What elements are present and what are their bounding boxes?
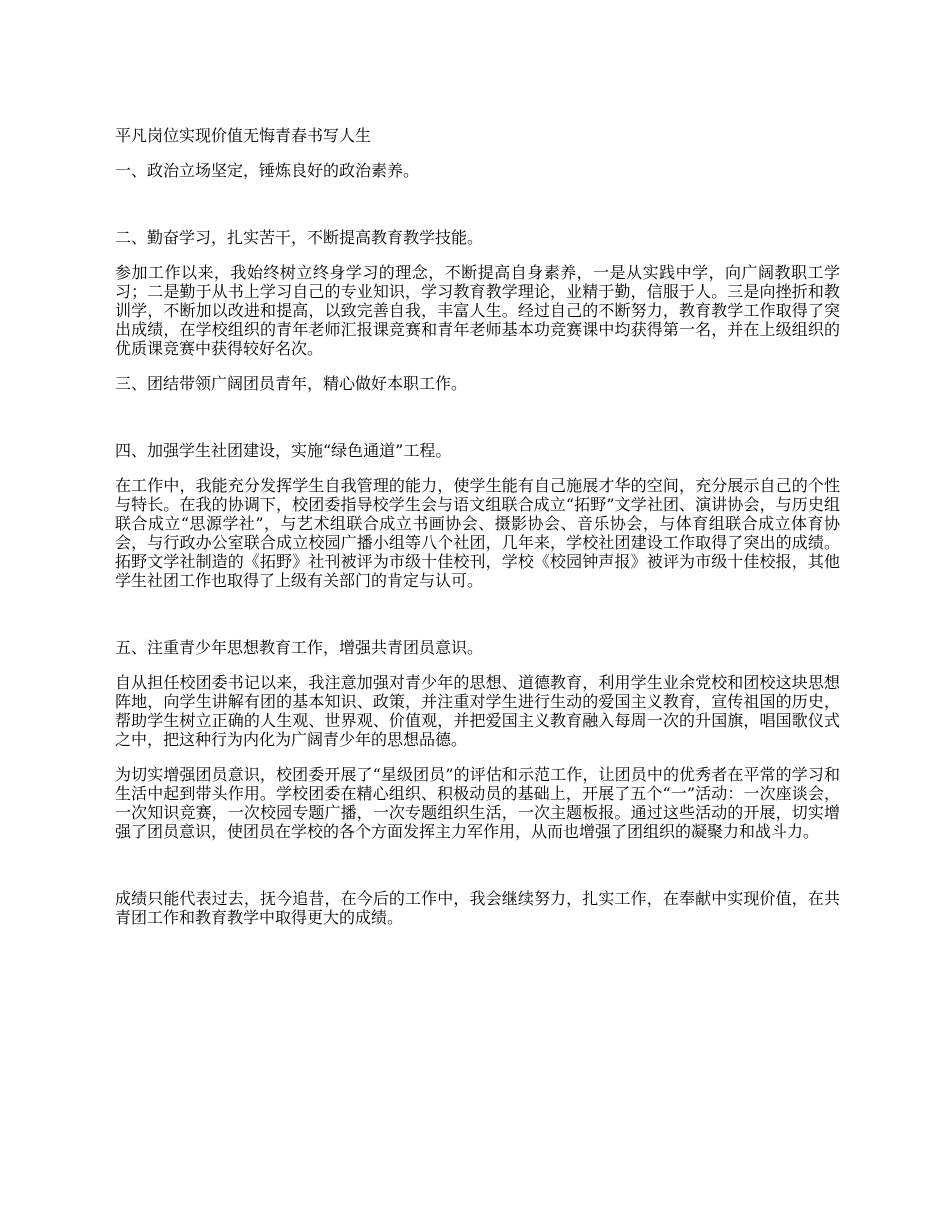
paragraph-2: 参加工作以来，我始终树立终身学习的理念，不断提高自身素养，一是从实践中学，向广阔教职工学习；二是勤于从书上学习自己的专业知识，学习教育教学理论，业精于勤，信服于人。三是向挫折和教训学，不断加以改进和提高，以致完善自我，丰富人生。经过自己的不断努力，教育教学工作取得了突出成绩，在学校组织的青年老师汇报课竞赛和青年老师基本功竞赛课中均获得第一名，并在上级组织的优质课竞赛中获得较好名次。 — [115, 263, 840, 358]
conclusion-paragraph: 成绩只能代表过去，抚今追昔，在今后的工作中，我会继续努力，扎实工作，在奉献中实现价值，在共青团工作和教育教学中取得更大的成绩。 — [115, 889, 840, 927]
document-page — [115, 126, 840, 927]
section-heading-4: 四、加强学生社团建设，实施“绿色通道”工程。 — [115, 441, 452, 460]
section-heading-5: 五、注重青少年思想教育工作，增强共青团员意识。 — [115, 638, 484, 657]
paragraph-5b: 为切实增强团员意识，校团委开展了“星级团员”的评估和示范工作，让团员中的优秀者在平常的学习和生活中起到带头作用。学校团委在精心组织、积极动员的基础上，开展了五个“一”活动：一次座谈会，一次知识竞赛，一次校园专题广播，一次专题组织生活，一次主题板报。通过这些活动的开展，切实增强了团员意识，使团员在学校的各个方面发挥主力军作用，从而也增强了团组织的凝聚力和战斗力。 — [115, 765, 840, 841]
section-heading-3: 三、团结带领广阔团员青年，精心做好本职工作。 — [115, 374, 468, 393]
section-heading-2: 二、勤奋学习，扎实苦干，不断提高教育教学技能。 — [115, 228, 484, 247]
section-heading-1: 一、政治立场坚定，锤炼良好的政治素养。 — [115, 161, 420, 180]
document-title: 平凡岗位实现价值无悔青春书写人生 — [115, 126, 372, 145]
paragraph-4: 在工作中，我能充分发挥学生自我管理的能力，使学生能有自己施展才华的空间，充分展示自己的个性与特长。在我的协调下，校团委指导校学生会与语文组联合成立“拓野”文学社团、演讲协会，与历史组联合成立“思源学社”，与艺术组联合成立书画协会、摄影协会、音乐协会，与体育组联合成立体育协会，与行政办公室联合成立校园广播小组等八个社团，几年来，学校社团建设工作取得了突出的成绩。拓野文学社制造的《拓野》社刊被评为市级十佳校刊，学校《校园钟声报》被评为市级十佳校报，其他学生社团工作也取得了上级有关部门的肯定与认可。 — [115, 476, 840, 590]
paragraph-5a: 自从担任校团委书记以来，我注意加强对青少年的思想、道德教育，利用学生业余党校和团校这块思想阵地，向学生讲解有团的基本知识、政策，并注重对学生进行生动的爱国主义教育，宣传祖国的历史，帮助学生树立正确的人生观、世界观、价值观，并把爱国主义教育融入每周一次的升国旗，唱国歌仪式之中，把这种行为内化为广阔青少年的思想品德。 — [115, 673, 840, 749]
